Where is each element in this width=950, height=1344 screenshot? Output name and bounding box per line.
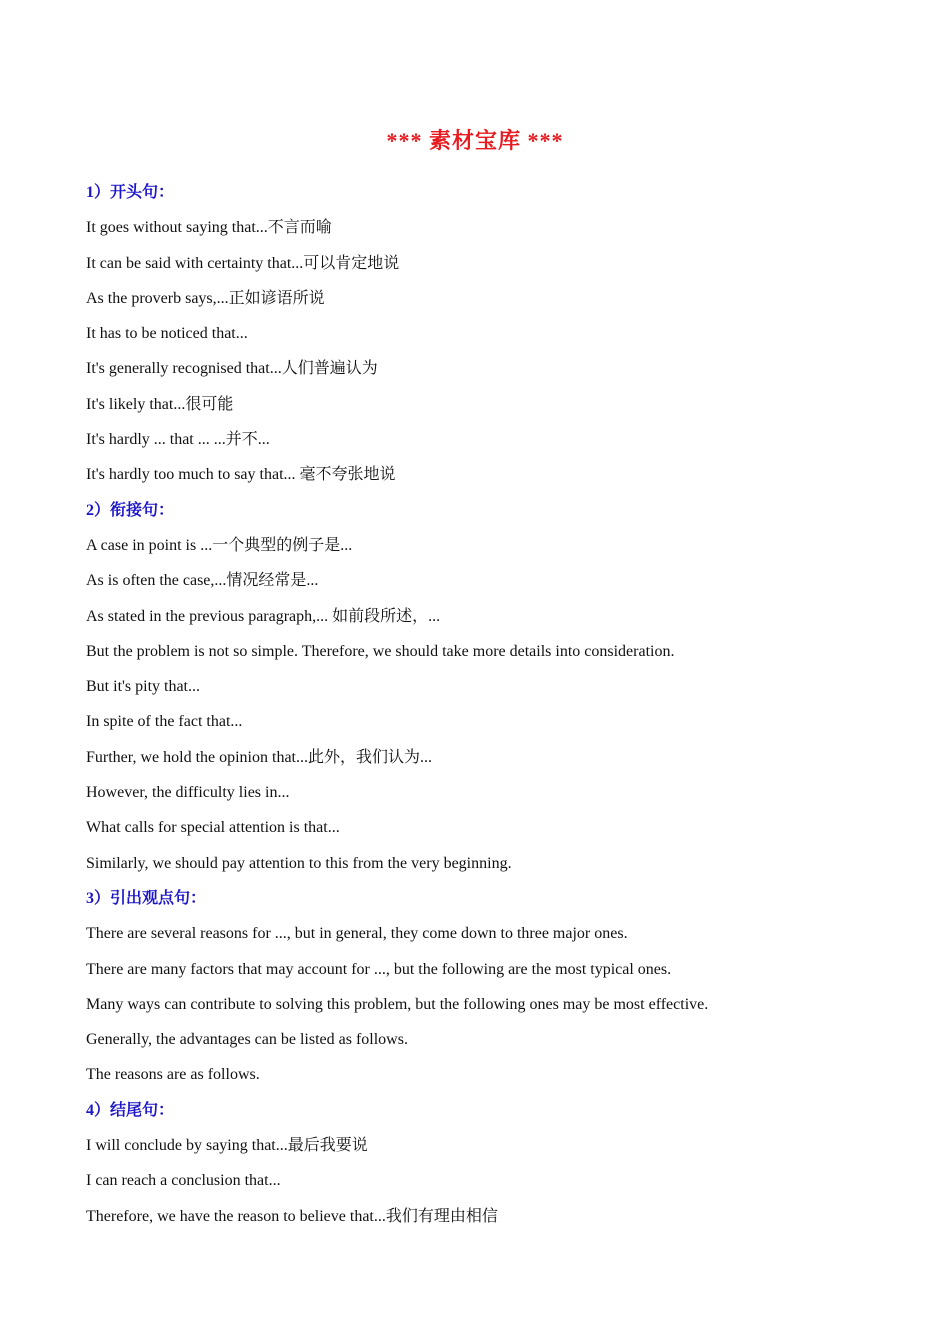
section-heading-transition: 2）衔接句： [86,501,175,519]
section-heading-opening: 1）开头句： [86,184,175,201]
phrase-line: Many ways can contribute to solving this problem, but the following ones may be most effective. [86,995,709,1013]
phrase-line: It's likely that...很可能 [86,395,234,413]
phrase-line: It can be said with certainty that...可以肯定地说 [86,254,400,272]
phrase-line: In spite of the fact that... [86,713,243,731]
phrase-line: I will conclude by saying that...最后我要说 [86,1137,368,1155]
phrase-line: As stated in the previous paragraph,... 如前段所述，... [86,607,441,625]
phrase-line: As the proverb says,...正如谚语所说 [86,289,325,307]
phrase-line: As is often the case,...情况经常是... [86,572,319,590]
section-heading-viewpoint: 3）引出观点句： [86,889,207,907]
document-body [86,175,886,1234]
phrase-line: I can reach a conclusion that... [86,1172,281,1190]
phrase-line: The reasons are as follows. [86,1066,260,1084]
phrase-line: Further, we hold the opinion that...此外，我们认为... [86,748,432,766]
phrase-line: Generally, the advantages can be listed as follows. [86,1031,408,1049]
phrase-line: But the problem is not so simple. Therefore, we should take more details into consideration. [86,642,675,660]
phrase-line: What calls for special attention is that... [86,819,340,837]
phrase-line: It's hardly too much to say that... 毫不夸张地说 [86,466,396,484]
phrase-line: It's hardly ... that ... ...并不... [86,431,270,449]
phrase-line: There are several reasons for ..., but in general, they come down to three major ones. [86,925,628,943]
phrase-line: It goes without saying that...不言而喻 [86,219,332,237]
section-heading-conclusion: 4）结尾句： [86,1101,175,1119]
phrase-line: It's generally recognised that...人们普遍认为 [86,360,378,378]
phrase-line: Similarly, we should pay attention to this from the very beginning. [86,854,512,872]
phrase-line: Therefore, we have the reason to believe that...我们有理由相信 [86,1207,498,1225]
phrase-line: However, the difficulty lies in... [86,784,290,802]
phrase-line: A case in point is ...一个典型的例子是... [86,536,353,554]
phrase-line: It has to be noticed that... [86,325,248,343]
page-title: *** 素材宝库 *** [386,128,564,153]
phrase-line: But it's pity that... [86,678,200,696]
phrase-line: There are many factors that may account for ..., but the following are the most typical ones. [86,960,672,978]
